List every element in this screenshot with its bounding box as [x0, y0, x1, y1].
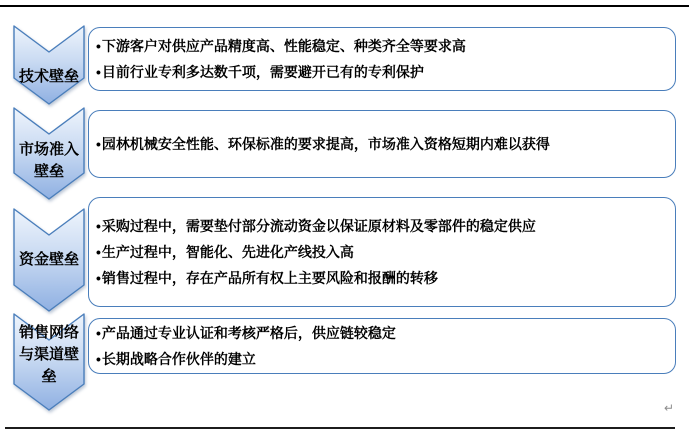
bullet-line — [96, 320, 669, 346]
bullet-text: 长期战略合作伙伴的建立 — [101, 351, 256, 367]
bullet-marker: • — [96, 64, 101, 80]
bullet-text: 下游客户对供应产品精度高、性能稳定、种类齐全等要求高 — [101, 38, 466, 54]
bullet-marker: • — [96, 218, 101, 234]
bullet-line — [96, 131, 669, 157]
bullet-marker: • — [96, 38, 101, 54]
bullet-line — [96, 346, 669, 372]
bullet-text: 生产过程中，智能化、先进化产线投入高 — [101, 244, 354, 260]
text-box-capital-barrier[interactable] — [88, 197, 676, 307]
bullet-marker: • — [96, 351, 101, 367]
paragraph-mark: ↵ — [664, 401, 675, 415]
top-horizontal-rule — [0, 5, 689, 7]
bullet-text: 销售过程中，存在产品所有权上主要风险和报酬的转移 — [101, 270, 438, 286]
bullet-marker: • — [96, 325, 101, 341]
bullet-line — [96, 213, 669, 239]
bottom-horizontal-rule — [5, 427, 675, 429]
chevron-arrow-sales-network-barrier[interactable] — [13, 313, 85, 411]
bullet-line — [96, 33, 669, 59]
arrow-label-technology-barrier — [13, 66, 85, 88]
bullet-text: 目前行业专利多达数千项，需要避开已有的专利保护 — [101, 64, 424, 80]
bullet-line — [96, 265, 669, 291]
chevron-arrow-market-access-barrier[interactable] — [13, 107, 85, 200]
bullet-text: 产品通过专业认证和考核严格后，供应链较稳定 — [101, 325, 396, 341]
bullet-marker: • — [96, 244, 101, 260]
arrow-label-market-access-barrier — [13, 139, 85, 183]
bullet-text: 采购过程中，需要垫付部分流动资金以保证原材料及零部件的稳定供应 — [101, 218, 536, 234]
text-box-market-access-barrier[interactable] — [88, 110, 676, 178]
chevron-down-shape — [13, 25, 85, 105]
arrow-label-text: 市场准入壁垒 — [18, 141, 79, 180]
bullet-text: 园林机械安全性能、环保标准的要求提高，市场准入资格短期内难以获得 — [101, 136, 550, 152]
arrow-label-capital-barrier — [13, 249, 85, 271]
arrow-label-sales-network-barrier — [13, 322, 85, 388]
arrow-label-text: 技术壁垒 — [18, 68, 79, 85]
bullet-marker: • — [96, 136, 101, 152]
arrow-label-text: 销售网络与渠道壁垒 — [18, 324, 79, 385]
text-box-technology-barrier[interactable] — [88, 27, 676, 91]
text-box-sales-network-barrier[interactable] — [88, 318, 676, 374]
chevron-arrow-technology-barrier[interactable] — [13, 25, 85, 105]
bullet-line — [96, 239, 669, 265]
chevron-arrow-capital-barrier[interactable] — [13, 208, 85, 312]
bullet-marker: • — [96, 270, 101, 286]
bullet-line — [96, 59, 669, 85]
arrow-label-text: 资金壁垒 — [18, 251, 79, 268]
